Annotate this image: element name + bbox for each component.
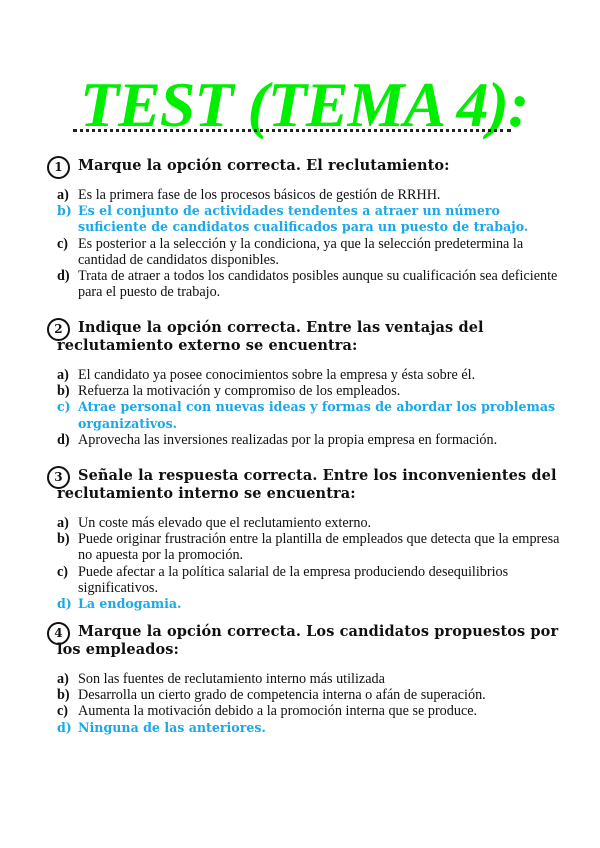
question-2 (47, 319, 567, 448)
dotted-divider (73, 129, 511, 132)
option-a (47, 187, 567, 203)
option-text: Puede originar frustración entre la plantilla de empleados que detecta que la empresa no apuesta por la promoción. (78, 531, 560, 564)
option-text: Desarrolla un cierto grado de competencia interna o afán de superación. (78, 687, 486, 704)
option-text: Trata de atraer a todos los candidatos posibles aunque su cualificación sea deficiente para el puesto de trabajo. (78, 268, 558, 301)
question-number-badge: 3 (47, 466, 70, 489)
option-letter: a) (57, 671, 69, 687)
option-c (47, 236, 567, 268)
option-b (47, 531, 567, 563)
option-text: Son las fuentes de reclutamiento interno más utilizada (78, 671, 385, 687)
question-text: Marque la opción correcta. El reclutamiento: (78, 157, 450, 174)
option-text: Aumenta la motivación debido a la promoción interna que se produce. (78, 703, 478, 720)
option-letter: a) (57, 367, 69, 383)
option-text: Es el conjunto de actividades tendentes a atraer un número suficiente de candidatos cualificados para un puesto de trabajo. (78, 203, 529, 235)
question-number-badge: 4 (47, 622, 70, 645)
option-b (47, 383, 567, 399)
question-text: Marque la opción correcta. Los candidatos propuestos por los empleados: (57, 623, 559, 658)
option-b (47, 687, 567, 703)
option-list (47, 515, 567, 612)
question-heading (47, 623, 567, 659)
option-a (47, 367, 567, 383)
option-letter: d) (57, 268, 70, 285)
question-3 (47, 467, 567, 612)
option-letter: a) (57, 187, 69, 203)
option-list (47, 671, 567, 736)
option-d-correct (47, 720, 567, 736)
option-letter: a) (57, 515, 69, 531)
option-text: La endogamia. (78, 596, 182, 612)
option-letter: b) (57, 687, 70, 704)
option-letter: c) (57, 399, 71, 415)
option-text: Aprovecha las inversiones realizadas por la propia empresa en formación. (78, 431, 498, 448)
option-a (47, 515, 567, 531)
option-d-correct (47, 596, 567, 612)
option-text: Un coste más elevado que el reclutamiento externo. (78, 515, 372, 531)
option-text: Puede afectar a la política salarial de la empresa produciendo desequilibrios significativos. (78, 563, 509, 596)
option-list (47, 187, 567, 300)
question-heading (47, 157, 567, 175)
option-c (47, 564, 567, 596)
option-letter: b) (57, 383, 70, 400)
question-number-badge: 1 (47, 156, 70, 179)
option-letter: b) (57, 531, 70, 548)
option-letter: d) (57, 431, 70, 448)
option-text: Ninguna de las anteriores. (78, 719, 266, 735)
question-heading (47, 319, 567, 355)
option-letter: c) (57, 235, 69, 252)
option-letter: d) (57, 719, 72, 735)
option-text: Refuerza la motivación y compromiso de los empleados. (78, 383, 401, 400)
page-title: TEST (TEMA 4): (80, 69, 529, 140)
question-4 (47, 623, 567, 736)
option-d (47, 268, 567, 300)
option-text: Es posterior a la selección y la condiciona, ya que la selección predetermina la cantidad de candidatos disponibles. (78, 235, 524, 268)
option-letter: d) (57, 596, 72, 612)
question-text: Señale la respuesta correcta. Entre los inconvenientes del reclutamiento interno se encuentra: (57, 467, 557, 502)
question-number-badge: 2 (47, 318, 70, 341)
option-letter: c) (57, 703, 69, 720)
option-list (47, 367, 567, 448)
option-letter: b) (57, 203, 72, 219)
question-1 (47, 157, 567, 300)
option-b-correct (47, 203, 567, 235)
option-text: Es la primera fase de los procesos básicos de gestión de RRHH. (78, 187, 441, 203)
option-text: El candidato ya posee conocimientos sobre la empresa y ésta sobre él. (78, 367, 476, 383)
option-letter: c) (57, 563, 69, 580)
option-text: Atrae personal con nuevas ideas y formas de abordar los problemas organizativos. (78, 399, 556, 431)
option-d (47, 432, 567, 448)
question-text: Indique la opción correcta. Entre las ventajas del reclutamiento externo se encuentra: (57, 319, 484, 354)
option-c (47, 703, 567, 719)
question-heading (47, 467, 567, 503)
option-a (47, 671, 567, 687)
option-c-correct (47, 399, 567, 431)
